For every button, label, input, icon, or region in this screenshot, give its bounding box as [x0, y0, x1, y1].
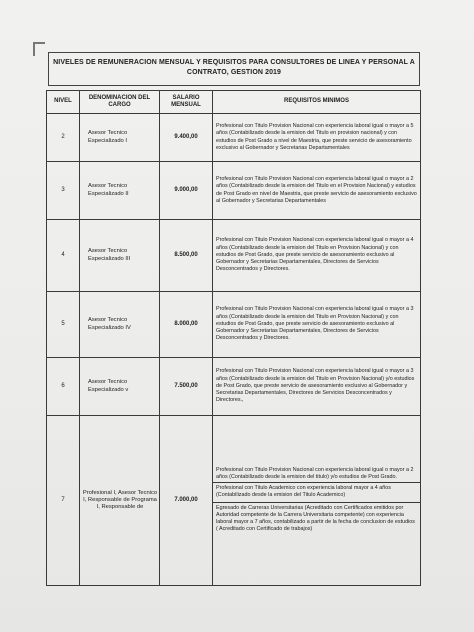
requisitos-cell: [213, 416, 421, 586]
header-requisitos: REQUISITOS MINIMOS: [213, 91, 421, 114]
requisito-text: Egresado de Carreras Universitarias (Acreditado con Certificados emitidos por Autoridad competente de la Carrera Universitaria competente) con experiencia laboral mayor a 7 años, contabilizado a partir de la fecha de conclusion de estudios ( Acreditado con Certificado de trabajos): [213, 502, 420, 536]
requisito-text: Profesional con Titulo Provision Nacional con experiencia laboral igual o mayor a 3 años (Contabilizado desde la emision del Titulo en Provision Nacional) y con estudios de Post Grado, que preste servicio de asesoramiento exclusivo al Gobernador y Secretarias Departamentales, Directores de Servicios Desconcentrados y Directores.: [216, 306, 414, 342]
salario-cell: 7.000,00: [160, 416, 213, 586]
salario-cell: 9.400,00: [160, 114, 213, 162]
salario-cell: 7.500,00: [160, 358, 213, 416]
cargo-cell: Asesor Tecnico Especializado III: [80, 220, 160, 292]
requisito-text: Profesional con Titulo Provision Nacional con experiencia laboral igual o mayor a 3 años (Contabilizado desde la emision del Titulo en Provision Nacional) y/o estudios de Post Grado, que preste servicio de asesoramiento exclusivo al Gobernador y Secretarias Departamentales, Directores de Servicios Desconcentrados y Directores.,: [216, 368, 415, 404]
corner-mark: [33, 42, 45, 56]
table-row: [47, 162, 421, 220]
nivel-cell: 3: [47, 162, 80, 220]
title-line-1: NIVELES DE REMUNERACION MENSUAL Y REQUISITOS PARA CONSULTORES DE LINEA Y PERSONAL A: [53, 59, 415, 66]
requisitos-cell: [213, 220, 421, 292]
requisitos-cell: [213, 162, 421, 220]
cargo-cell: Asesor Tecnico Especializado II: [80, 162, 160, 220]
cargo-cell: Asesor Tecnico Especializado v: [80, 358, 160, 416]
table-row: [47, 114, 421, 162]
requisito-text: Profesional con Titulo Academico con experiencia laboral mayor a 4 años (Contabilizado desde la emision del Titulo Academico): [213, 482, 420, 501]
requisito-text: Profesional con Titulo Provision Nacional con experiencia laboral igual o mayor a 5 años (Contabilizado desde la emision del Titulo en provision nacional) y con estudios de Post Grado a nivel de Maestria, que preste servicio de asesoramiento exclusivo al Gobernador y Secretarias Departamentales: [216, 123, 414, 151]
requisitos-cell: [213, 292, 421, 358]
cargo-cell: Asesor Tecnico Especializado I: [80, 114, 160, 162]
requisitos-cell: [213, 114, 421, 162]
requisito-text: Profesional con Titulo Provision Nacional con experiencia laboral igual o mayor a 4 años (Contabilizado desde la emision del Titulo en Provision Nacional) y con estudios de Post Grado, que preste servicio de asesoramiento exclusivo al Gobernador y Secretarias Departamentales, Directores de Servicios Desconcentrados y Directores.: [216, 237, 414, 273]
table-row: [47, 220, 421, 292]
nivel-cell: 7: [47, 416, 80, 586]
nivel-cell: 6: [47, 358, 80, 416]
nivel-cell: 2: [47, 114, 80, 162]
requisito-text: Profesional con Titulo Provision Nacional con experiencia laboral igual o mayor a 2 años (Contabilizado desde la emision del titulo) y/o estudios de Post Grado.: [216, 466, 414, 480]
cargo-cell: Asesor Tecnico Especializado IV: [80, 292, 160, 358]
nivel-cell: 4: [47, 220, 80, 292]
cargo-cell: Profesional I, Asesor Tecnico I, Responsable de Programa I, Responsable de: [80, 416, 160, 586]
nivel-cell: 5: [47, 292, 80, 358]
salario-cell: 8.000,00: [160, 292, 213, 358]
salario-cell: 9.000,00: [160, 162, 213, 220]
table-row: [47, 416, 421, 586]
document-title: [48, 52, 420, 86]
table-row: [47, 358, 421, 416]
header-salario: SALARIO MENSUAL: [160, 91, 213, 114]
table-row: [47, 292, 421, 358]
requisito-text: Profesional con Titulo Provision Nacional con experiencia laboral igual o mayor a 2 años (Contabilizado desde la emision del Titulo en el Provision Nacional) y estudios de Post Grado en nivel de Maestria, que preste servicio de asesoramiento exclusivo al Gobernador y Secretarias Departamentales: [216, 176, 417, 204]
table-header-row: [47, 91, 421, 114]
remuneration-table: [46, 90, 421, 586]
title-line-2: CONTRATO, GESTION 2019: [186, 69, 282, 76]
requisitos-cell: [213, 358, 421, 416]
salario-cell: 8.500,00: [160, 220, 213, 292]
header-nivel: NIVEL: [47, 91, 80, 114]
header-denominacion: DENOMINACION DEL CARGO: [80, 91, 160, 114]
